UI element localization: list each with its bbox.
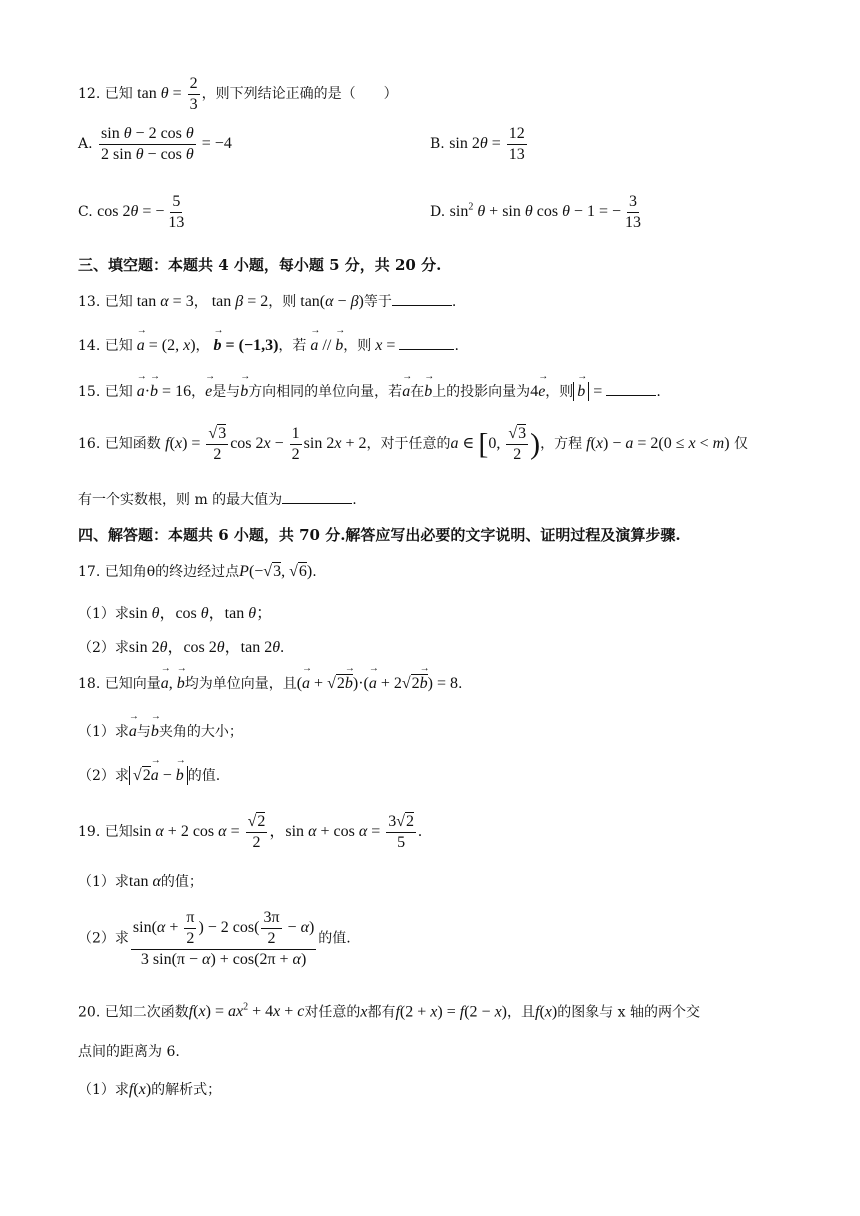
section4-heading: 四、解答题：本题共 6 小题，共 70 分.解答应写出必要的文字说明、证明过程及演算步骤. [78, 526, 681, 544]
q12-condition: tan θ = $\frac{2}{3}$ [137, 75, 198, 113]
q12-option-a: A. $\frac{\text{sin θ − 2 cos θ}}{\text{2 sin θ − cos θ}}$ = −4 [78, 125, 232, 163]
answer-blank[interactable] [392, 305, 452, 306]
answer-blank[interactable] [282, 503, 352, 504]
q17-stem: 17. 已知角θ的终边经过点P(−√3, √6). [78, 563, 317, 580]
q17-part1: （1）求sin θ，cos θ，tan θ； [78, 605, 273, 622]
answer-blank[interactable] [399, 349, 454, 350]
q19-stem: 19. 已知sin α + 2 cos α = $\frac{√2}{2}$ ，sin α + cos α = $\frac{3√2}{5}$ . [78, 813, 423, 851]
q16-line2: 有一个实数根，则 m 的最大值为 . [78, 492, 357, 508]
q12-option-c: C. cos 2θ = − $\frac{5}{13}$ [78, 193, 185, 231]
q17-part2: （2）求sin 2θ，cos 2θ，tan 2θ. [78, 639, 285, 656]
q20-line2: 点间的距离为 6. [78, 1044, 180, 1060]
q20-part1: （1）求f(x)的解析式； [78, 1081, 222, 1098]
q13: 13. 已知 tan α = 3， tan β = 2，则 tan(α − β)等于 . [78, 293, 457, 310]
q19-part1: （1）求tan α的值； [78, 873, 203, 890]
q18-stem: 18. 已知向量→ a, → b均为单位向量，且(→ a + √2→ b)·(→ a + 2√2→ b) = 8. [78, 674, 462, 693]
q20-stem: 20. 已知二次函数$f(x) = ax^2 + 4x + c$对任意的x都有f(2 + x) = f(2 − x)，且f(x)的图象与 x 轴的两个交 [78, 1002, 701, 1021]
q18-part1: （1）求→ a与→ b夹角的大小； [78, 722, 243, 741]
q19-part2: （2）求 sin(α + $\frac{\pi}{2}$ ) − 2 cos( $\frac{3\pi}{2}$ − α) 3 sin(π − α) + cos(2π + α) 的值. [78, 909, 351, 968]
q15: 15. 已知 → a·→ b = 16，→ e是与→ b方向相同的单位向量，若→ a在→ b上的投影向量为4→ e，则→ b = . [78, 382, 661, 401]
section3-heading: 三、填空题：本题共 4 小题，每小题 5 分，共 20 分. [78, 256, 442, 274]
q14: 14. 已知 → a = (2, x)， → b = (−1,3)，若 → a // → b，则 x = . [78, 336, 459, 355]
q12-option-b: B. sin 2θ = $\frac{12}{13}$ [430, 125, 525, 163]
answer-blank[interactable] [606, 395, 656, 396]
q16-line1: 16. 已知函数 f(x) = $\frac{√3}{2}$ cos 2x − $\frac{1}{2}$ sin 2x + 2，对于任意的a ∈ [0, $\frac{√3}{2}$ )，方程 f(x) − a = 2(0 ≤ x < m) 仅 [78, 425, 748, 463]
q18-part2: （2）求 √2→ a − → b 的值. [78, 766, 220, 785]
q12-option-d: D. $\sin^2 \theta + \sin \theta$ cos θ − 1 = − $\frac{3}{13}$ [430, 193, 641, 231]
q12-stem: 12. 已知 tan θ = $\frac{2}{3}$ ，则下列结论正确的是（ ） [78, 75, 398, 113]
